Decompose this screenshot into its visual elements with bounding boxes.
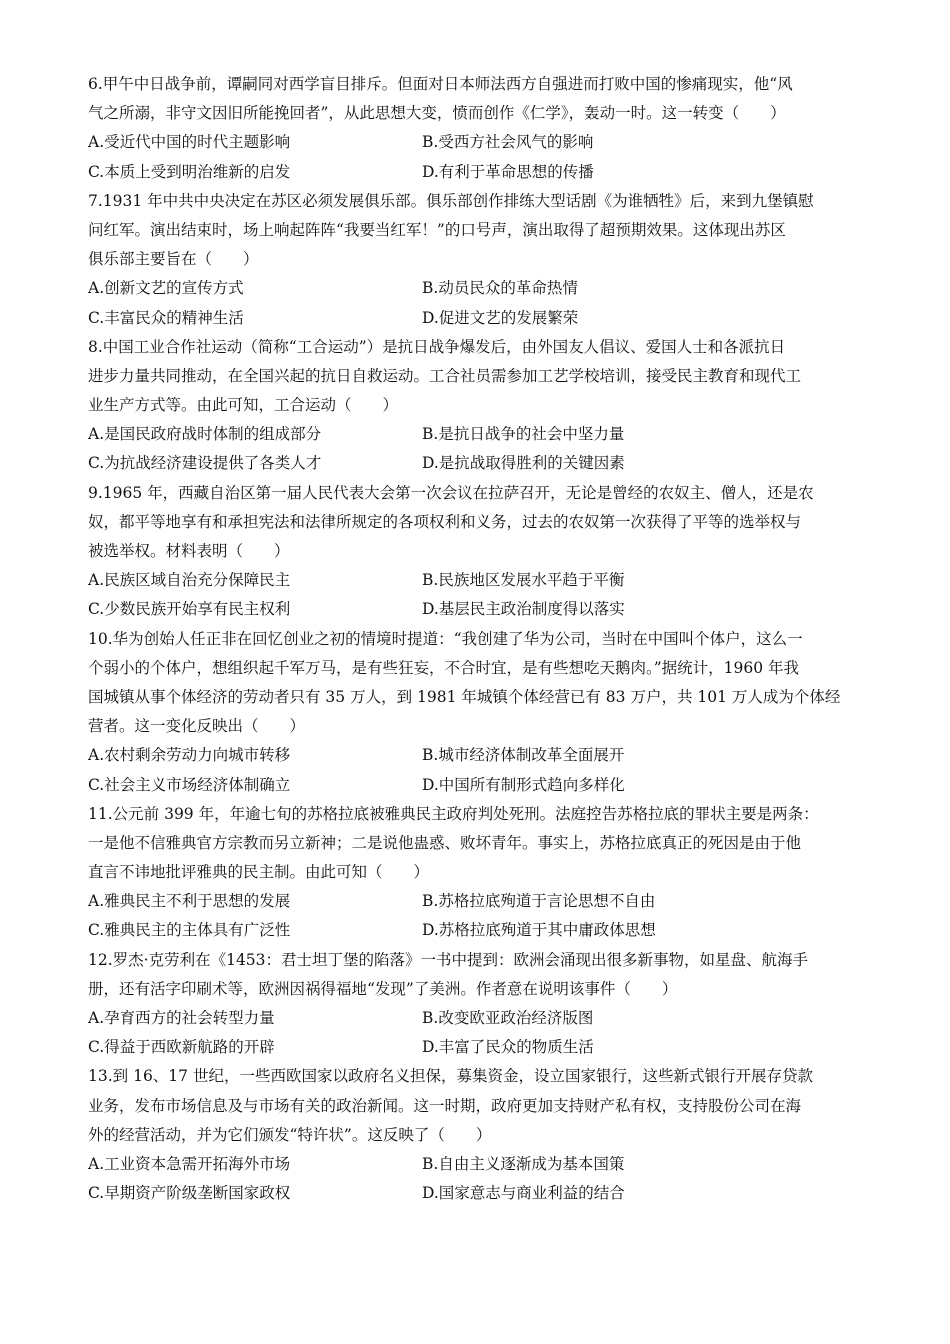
question-11-line-3: 直言不讳地批评雅典的民主制。由此可知（ ） (88, 863, 430, 882)
question-13-option-d: D.国家意志与商业利益的结合 (422, 1184, 625, 1203)
question-8-line-1: 8.中国工业合作社运动（简称“工合运动”）是抗日战争爆发后，由外国友人倡议、爱国人士和各派抗日 (88, 337, 786, 356)
question-6-option-d: D.有利于革命思想的传播 (422, 162, 594, 181)
question-9-option-d: D.基层民主政治制度得以落实 (422, 600, 625, 619)
question-10-options-row-1 (88, 741, 863, 770)
question-10-line-2: 个弱小的个体户，想组织起千军万马，是有些狂妄，不合时宜，是有些想吃天鹅肉。”据统计，1960 年我 (88, 658, 800, 677)
question-9-line-2: 奴，都平等地享有和承担宪法和法律所规定的各项权利和义务，过去的农奴第一次获得了平等的选举权与 (88, 512, 802, 531)
question-10 (88, 625, 863, 800)
question-11-option-d: D.苏格拉底殉道于其中庸政体思想 (422, 921, 656, 940)
question-7-line-2: 问红军。演出结束时，场上响起阵阵“我要当红军！”的口号声，演出取得了超预期效果。这体现出苏区 (88, 220, 786, 239)
question-10-option-c: C.社会主义市场经济体制确立 (88, 775, 291, 794)
question-8 (88, 333, 863, 479)
question-9-option-b: B.民族地区发展水平趋于平衡 (422, 571, 625, 590)
question-7-line-1: 7.1931 年中共中央决定在苏区必须发展俱乐部。俱乐部创作排练大型话剧《为谁牺牲》后，来到九堡镇慰 (88, 191, 814, 210)
question-10-option-d: D.中国所有制形式趋向多样化 (422, 775, 625, 794)
question-6-option-c: C.本质上受到明治维新的启发 (88, 162, 291, 181)
question-7-options-row-2 (88, 304, 863, 333)
question-8-line-3: 业生产方式等。由此可知，工合运动（ ） (88, 396, 399, 415)
question-6-options-row-1 (88, 128, 863, 157)
question-13-line-3: 外的经营活动，并为它们颁发“特许状”。这反映了（ ） (88, 1125, 492, 1144)
question-11 (88, 800, 863, 946)
question-8-option-d: D.是抗战取得胜利的关键因素 (422, 454, 625, 473)
question-13-line-1: 13.到 16、17 世纪，一些西欧国家以政府名义担保，募集资金，设立国家银行，这些新式银行开展存贷款 (88, 1067, 813, 1086)
question-13-line-2: 业务，发布市场信息及与市场有关的政治新闻。这一时期，政府更加支持财产私有权，支持股份公司在海 (88, 1096, 802, 1115)
question-11-option-c: C.雅典民主的主体具有广泛性 (88, 921, 291, 940)
question-9 (88, 479, 863, 625)
question-7-line-3: 俱乐部主要旨在（ ） (88, 250, 259, 269)
question-10-option-b: B.城市经济体制改革全面展开 (422, 746, 625, 765)
question-13 (88, 1062, 863, 1208)
question-13-options-row-2 (88, 1179, 863, 1208)
question-11-options-row-2 (88, 916, 863, 945)
question-8-options-row-2 (88, 449, 863, 478)
question-8-option-c: C.为抗战经济建设提供了各类人才 (88, 454, 322, 473)
question-12-options-row-1 (88, 1004, 863, 1033)
question-6-option-a: A.受近代中国的时代主题影响 (88, 133, 291, 152)
question-12-option-d: D.丰富了民众的物质生活 (422, 1038, 594, 1057)
question-7 (88, 187, 863, 333)
question-9-line-3: 被选举权。材料表明（ ） (88, 542, 290, 560)
question-9-option-a: A.民族区域自治充分保障民主 (88, 571, 291, 590)
question-7-options-row-1 (88, 274, 863, 303)
question-11-option-a: A.雅典民主不利于思想的发展 (88, 892, 291, 911)
question-11-options-row-1 (88, 887, 863, 916)
question-12-option-b: B.改变欧亚政治经济版图 (422, 1009, 594, 1027)
question-11-line-1: 11.公元前 399 年，年逾七旬的苏格拉底被雅典民主政府判处死刑。法庭控告苏格拉底的罪状主要是两条： (88, 804, 819, 823)
question-6-line-2: 气之所溺，非守文因旧所能挽回者”，从此思想大变，愤而创作《仁学》，轰动一时。这一转变（ ） (88, 104, 786, 123)
question-12-line-1: 12.罗杰·克劳利在《1453：君士坦丁堡的陷落》一书中提到：欧洲会涌现出很多新事物，如星盘、航海手 (88, 950, 809, 969)
question-6-line-1: 6.甲午中日战争前，谭嗣同对西学盲目排斥。但面对日本师法西方自强进而打败中国的惨痛现实，他“风 (88, 75, 793, 93)
question-9-options-row-1 (88, 566, 863, 595)
question-7-option-c: C.丰富民众的精神生活 (88, 308, 244, 327)
question-12-line-2: 册，还有活字印刷术等，欧洲因祸得福地“发现”了美洲。作者意在说明该事件（ ） (88, 979, 678, 998)
question-8-option-a: A.是国民政府战时体制的组成部分 (88, 425, 322, 444)
question-13-options-row-1 (88, 1150, 863, 1179)
question-6 (88, 70, 863, 187)
question-13-option-a: A.工业资本急需开拓海外市场 (88, 1154, 291, 1173)
question-9-options-row-2 (88, 595, 863, 624)
exam-page (88, 70, 863, 1208)
question-7-option-b: B.动员民众的革命热情 (422, 279, 578, 298)
question-10-line-4: 营者。这一变化反映出（ ） (88, 717, 306, 736)
question-7-option-a: A.创新文艺的宣传方式 (88, 279, 244, 298)
question-11-line-2: 一是他不信雅典官方宗教而另立新神；二是说他蛊惑、败坏青年。事实上，苏格拉底真正的死因是由于他 (88, 833, 802, 852)
question-6-option-b: B.受西方社会风气的影响 (422, 133, 594, 152)
question-10-line-1: 10.华为创始人任正非在回忆创业之初的情境时提道：“我创建了华为公司，当时在中国叫个体户，这么一 (88, 629, 803, 648)
question-12 (88, 946, 863, 1063)
question-7-option-d: D.促进文艺的发展繁荣 (422, 308, 579, 327)
question-12-options-row-2 (88, 1033, 863, 1062)
question-6-options-row-2 (88, 158, 863, 187)
question-8-options-row-1 (88, 420, 863, 449)
question-11-option-b: B.苏格拉底殉道于言论思想不自由 (422, 892, 656, 911)
question-13-option-c: C.早期资产阶级垄断国家政权 (88, 1184, 291, 1203)
question-10-options-row-2 (88, 771, 863, 800)
question-13-option-b: B.自由主义逐渐成为基本国策 (422, 1154, 625, 1173)
question-8-line-2: 进步力量共同推动，在全国兴起的抗日自救运动。工合社员需参加工艺学校培训，接受民主教育和现代工 (88, 366, 802, 385)
question-10-line-3: 国城镇从事个体经济的劳动者只有 35 万人，到 1981 年城镇个体经营已有 83 万户，共 101 万人成为个体经 (88, 687, 841, 706)
question-12-option-a: A.孕育西方的社会转型力量 (88, 1009, 275, 1027)
question-8-option-b: B.是抗日战争的社会中坚力量 (422, 425, 625, 444)
question-10-option-a: A.农村剩余劳动力向城市转移 (88, 746, 291, 765)
question-9-option-c: C.少数民族开始享有民主权利 (88, 600, 291, 619)
question-9-line-1: 9.1965 年，西藏自治区第一届人民代表大会第一次会议在拉萨召开，无论是曾经的农奴主、僧人，还是农 (88, 483, 814, 502)
question-12-option-c: C.得益于西欧新航路的开辟 (88, 1038, 275, 1057)
